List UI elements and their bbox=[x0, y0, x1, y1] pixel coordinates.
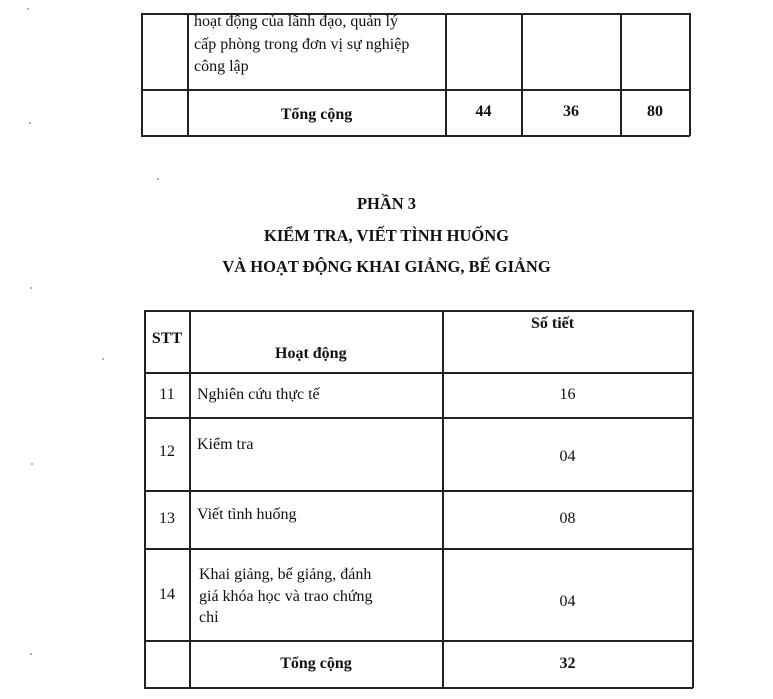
content-text-line-3: công lập bbox=[194, 58, 249, 75]
section-title-line-2: VÀ HOẠT ĐỘNG KHAI GIẢNG, BẾ GIẢNG bbox=[222, 257, 551, 276]
scan-speck bbox=[27, 8, 29, 10]
top-total-practice: 36 bbox=[563, 103, 579, 120]
row-activity: Viết tình huống bbox=[197, 506, 297, 523]
scan-speck bbox=[30, 287, 32, 289]
row-activity-line-2: giá khóa học và trao chứng bbox=[199, 588, 373, 605]
row-activity: Nghiên cứu thực tế bbox=[197, 386, 320, 403]
row-stt: 13 bbox=[159, 510, 175, 527]
top-total-label: Tổng cộng bbox=[280, 106, 353, 123]
row-periods: 04 bbox=[559, 448, 576, 465]
header-stt: STT bbox=[151, 330, 183, 347]
header-periods: Số tiết bbox=[531, 315, 575, 332]
row-periods: 16 bbox=[559, 386, 576, 403]
row-activity: Kiểm tra bbox=[197, 436, 254, 453]
section-title-line-1: KIỂM TRA, VIẾT TÌNH HUỐNG bbox=[264, 226, 509, 245]
row-stt: 11 bbox=[159, 386, 175, 403]
row-periods: 04 bbox=[559, 593, 576, 610]
bottom-total-value: 32 bbox=[559, 655, 576, 672]
row-activity-line-3: chỉ bbox=[199, 609, 219, 626]
content-text-line-1: hoạt động của lãnh đạo, quản lý bbox=[194, 13, 398, 30]
bottom-total-label: Tổng cộng bbox=[280, 655, 352, 672]
scan-speck bbox=[31, 463, 33, 465]
row-stt: 12 bbox=[159, 443, 175, 460]
content-text-line-2: cấp phòng trong đơn vị sự nghiệp bbox=[194, 36, 410, 53]
scan-speck bbox=[102, 358, 104, 360]
header-activity: Hoạt động bbox=[275, 345, 347, 362]
row-activity-line-1: Khai giảng, bế giảng, đánh bbox=[199, 566, 372, 583]
row-stt: 14 bbox=[159, 586, 175, 603]
part-heading: PHẦN 3 bbox=[356, 194, 417, 213]
top-total-sum: 80 bbox=[647, 103, 663, 120]
scan-speck bbox=[29, 122, 31, 124]
scan-speck bbox=[157, 178, 159, 180]
top-total-theory: 44 bbox=[475, 103, 492, 120]
scan-speck bbox=[30, 653, 32, 655]
row-periods: 08 bbox=[559, 510, 576, 527]
